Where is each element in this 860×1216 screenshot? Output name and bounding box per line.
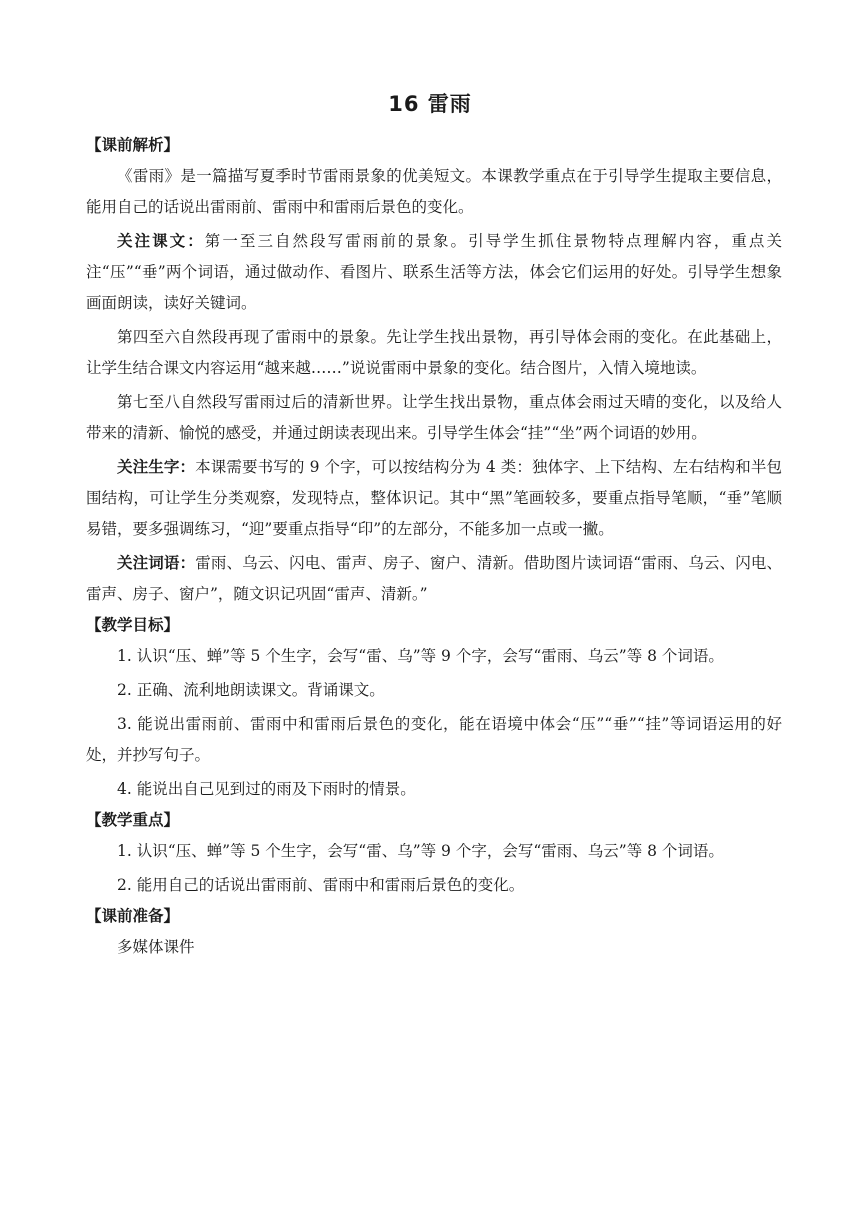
analysis-paragraph-7-8: 第七至八自然段写雷雨过后的清新世界。让学生找出景物，重点体会雨过天晴的变化，以及给人带来的清新、愉悦的感受，并通过朗读表现出来。引导学生体会“挂”“坐”两个词语的妙用。 <box>86 393 782 442</box>
goal-item-3: 3. 能说出雷雨前、雷雨中和雷雨后景色的变化，能在语境中体会“压”“垂”“挂”等词语运用的好处，并抄写句子。 <box>86 715 782 764</box>
goal-item-4: 4. 能说出自己见到过的雨及下雨时的情景。 <box>117 780 416 798</box>
word-focus-body: 雷雨、乌云、闪电、雷声、房子、窗户、清新。借助图片读词语“雷雨、乌云、闪电、雷声、房子、窗户”，随文识记巩固“雷声、清新。” <box>86 554 782 603</box>
preparation-text: 多媒体课件 <box>117 938 195 956</box>
analysis-text-focus <box>86 226 782 319</box>
analysis-paragraph-4-6: 第四至六自然段再现了雷雨中的景象。先让学生找出景物，再引导体会雨的变化。在此基础上，让学生结合课文内容运用“越来越……”说说雷雨中景象的变化。结合图片，入情入境地读。 <box>86 328 782 377</box>
analysis-intro: 《雷雨》是一篇描写夏季时节雷雨景象的优美短文。本课教学重点在于引导学生提取主要信息，能用自己的话说出雷雨前、雷雨中和雷雨后景色的变化。 <box>86 167 782 216</box>
word-focus-label: 关注词语： <box>117 554 196 572</box>
key-point-item-2: 2. 能用自己的话说出雷雨前、雷雨中和雷雨后景色的变化。 <box>117 876 525 894</box>
analysis-char-focus <box>86 452 782 545</box>
section-heading-goals: 【教学目标】 <box>86 616 180 634</box>
section-heading-key-points: 【教学重点】 <box>86 811 180 829</box>
goal-item-1: 1. 认识“压、蝉”等 5 个生字，会写“雷、乌”等 9 个字，会写“雷雨、乌云”等 8 个词语。 <box>117 647 724 665</box>
section-heading-analysis: 【课前解析】 <box>86 136 180 154</box>
section-heading-preparation: 【课前准备】 <box>86 907 180 925</box>
text-focus-label: 关注课文： <box>117 232 205 250</box>
char-focus-body: 本课需要书写的 9 个字，可以按结构分为 4 类：独体字、上下结构、左右结构和半包围结构，可让学生分类观察，发现特点，整体识记。其中“黑”笔画较多，要重点指导笔顺，“垂”笔顺易错，要多强调练习，“迎”要重点指导“印”的左部分，不能多加一点或一撇。 <box>86 458 782 538</box>
goal-item-2: 2. 正确、流利地朗读课文。背诵课文。 <box>117 681 385 699</box>
page-title: 16 雷雨 <box>388 92 472 116</box>
analysis-word-focus <box>86 548 782 610</box>
document-body <box>86 130 782 963</box>
key-point-item-1: 1. 认识“压、蝉”等 5 个生字，会写“雷、乌”等 9 个字，会写“雷雨、乌云”等 8 个词语。 <box>117 842 724 860</box>
char-focus-label: 关注生字： <box>117 458 196 476</box>
text-focus-body: 第一至三自然段写雷雨前的景象。引导学生抓住景物特点理解内容，重点关注“压”“垂”两个词语，通过做动作、看图片、联系生活等方法，体会它们运用的好处。引导学生想象画面朗读，读好关键词。 <box>86 232 782 312</box>
